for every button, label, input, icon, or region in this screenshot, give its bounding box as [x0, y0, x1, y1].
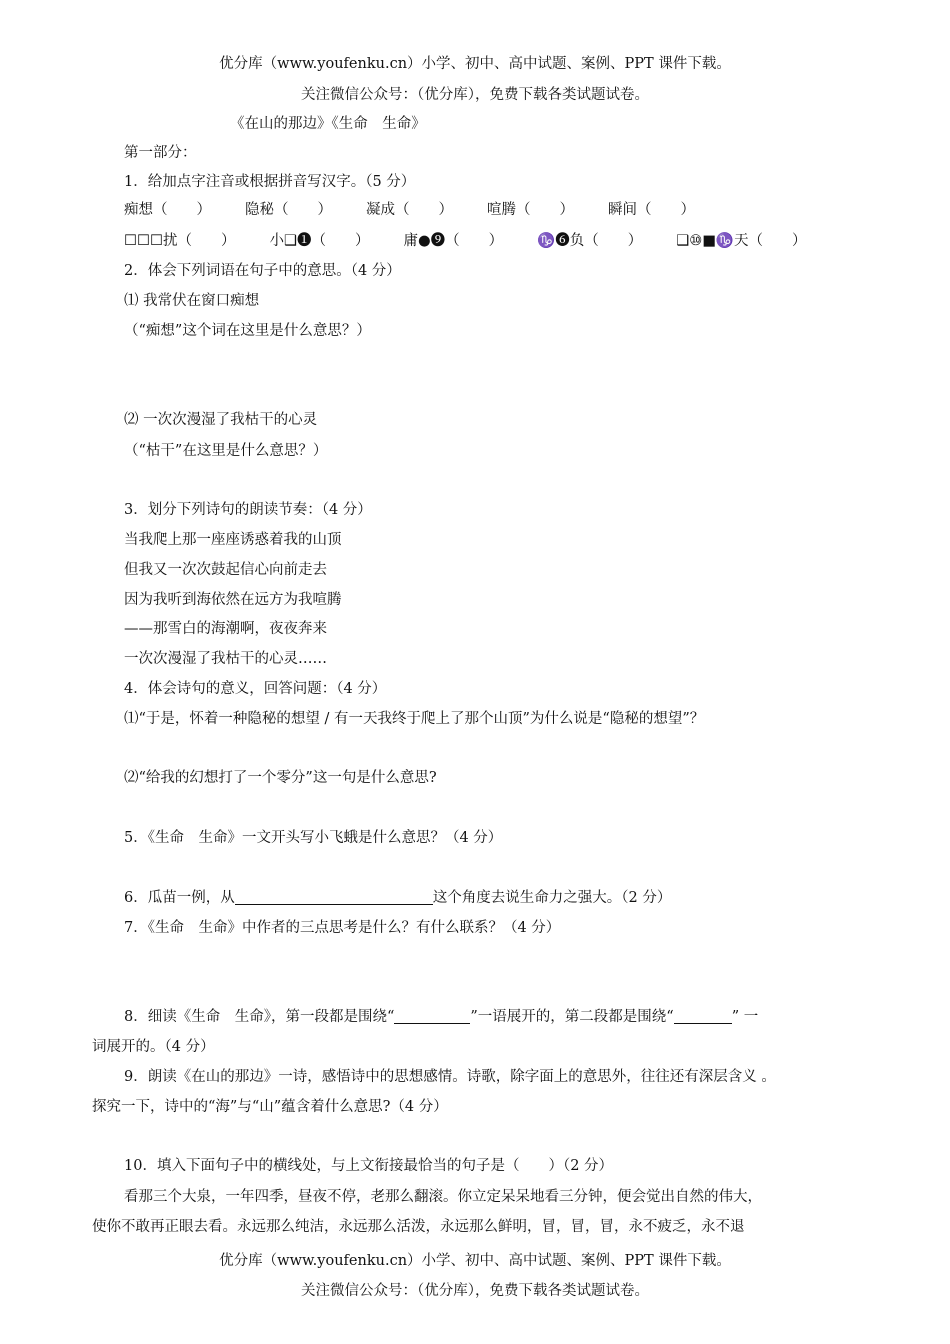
q5: 5．《生命 生命》一文开头写小飞蛾是什么意思？（4 分） [124, 830, 503, 846]
header-line-1: 优分库（www.youfenku.cn）小学、初中、高中试题、案例、PPT 课件下载。 [219, 56, 731, 72]
q8-line-1 [124, 1007, 758, 1027]
q1-item: ♑❻负（ ） [537, 233, 643, 249]
q6-answer-blank[interactable] [235, 888, 433, 905]
q2-sentence-1: ⑴ 我常伏在窗口痴想 [124, 293, 260, 309]
q4-sub-1: ⑴“于是，怀着一种隐秘的想望 / 有一天我终于爬上了那个山顶”为什么说是“隐秘的想望”？ [124, 711, 705, 727]
q1-row-2 [124, 231, 840, 251]
q10-passage-line-2: 使你不敢再正眼去看。永远那么纯洁，永远那么活泼，永远那么鲜明，冒，冒，冒，永不疲乏，永不退 [92, 1219, 745, 1235]
footer-line-2: 关注微信公众号：（优分库），免费下载各类试题试卷。 [301, 1283, 649, 1299]
q1-item: 隐秘（ ） [245, 202, 332, 218]
q3-poem-line: 一次次漫湿了我枯干的心灵…… [124, 651, 327, 667]
q3-poem-line: 当我爬上那一座座诱惑着我的山顶 [124, 532, 342, 548]
footer-line-1: 优分库（www.youfenku.cn）小学、初中、高中试题、案例、PPT 课件下载。 [219, 1253, 731, 1269]
q10-passage-line-1: 看那三个大泉，一年四季，昼夜不停，老那么翻滚。你立定呆呆地看三分钟，便会觉出自然的伟大， [124, 1189, 762, 1205]
q6-pre: 6．瓜苗一例，从 [124, 890, 235, 906]
q1-item: 庸●❾（ ） [403, 233, 504, 249]
q1-item: 小❑❶（ ） [269, 233, 370, 249]
q4-stem: 4．体会诗句的意义，回答问题：（4 分） [124, 681, 387, 697]
q1-item: ☐☐☐扰（ ） [124, 233, 236, 249]
part-label: 第一部分： [124, 145, 197, 161]
q2-stem: 2．体会下列词语在句子中的意思。（4 分） [124, 263, 401, 279]
q3-stem: 3．划分下列诗句的朗读节奏：（4 分） [124, 502, 372, 518]
q2-question-2: （“枯干”在这里是什么意思？） [124, 443, 328, 459]
doc-title: 《在山的那边》《生命 生命》 [230, 116, 426, 132]
q7: 7．《生命 生命》中作者的三点思考是什么？有什么联系？（4 分） [124, 920, 561, 936]
q4-sub-2: ⑵“给我的幻想打了一个零分”这一句是什么意思? [124, 770, 437, 786]
q1-row-1 [124, 200, 729, 220]
q10-stem: 10．填入下面句子中的横线处，与上文衔接最恰当的句子是（ ）（2 分） [124, 1158, 614, 1174]
q8-part-a: 8．细读《生命 生命》，第一段都是围绕“ [124, 1009, 395, 1025]
q9-line-2: 探究一下，诗中的“海”与“山”蕴含着什么意思?（4 分） [92, 1099, 448, 1115]
q1-item: 瞬间（ ） [608, 202, 695, 218]
q9-line-1: 9．朗读《在山的那边》一诗，感悟诗中的思想感情。诗歌，除字面上的意思外，往往还有深层含义 。 [124, 1069, 776, 1085]
q3-poem-line: 但我又一次次鼓起信心向前走去 [124, 562, 327, 578]
q3-poem-line: ——那雪白的海潮啊，夜夜奔来 [124, 621, 327, 637]
q8-blank-1[interactable] [394, 1007, 470, 1024]
q8-part-c: ” 一 [731, 1009, 759, 1025]
q6 [124, 888, 671, 908]
q1-item: 凝成（ ） [366, 202, 453, 218]
q2-sentence-2: ⑵ 一次次漫湿了我枯干的心灵 [124, 412, 318, 428]
q6-post: 这个角度去说生命力之强大。（2 分） [432, 890, 672, 906]
q1-item: 痴想（ ） [124, 202, 211, 218]
q1-item: ❑⑩■♑天（ ） [676, 233, 807, 249]
header-line-2: 关注微信公众号：（优分库），免费下载各类试题试卷。 [301, 87, 649, 103]
q1-item: 喧腾（ ） [487, 202, 574, 218]
q8-blank-2[interactable] [674, 1007, 732, 1024]
q3-poem-line: 因为我听到海依然在远方为我喧腾 [124, 592, 342, 608]
q8-part-b: ”一语展开的，第二段都是围绕“ [470, 1009, 674, 1025]
q1-stem: 1．给加点字注音或根据拼音写汉字。（5 分） [124, 174, 416, 190]
q8-line-2: 词展开的。（4 分） [92, 1039, 215, 1055]
q2-question-1: （“痴想”这个词在这里是什么意思？） [124, 323, 371, 339]
